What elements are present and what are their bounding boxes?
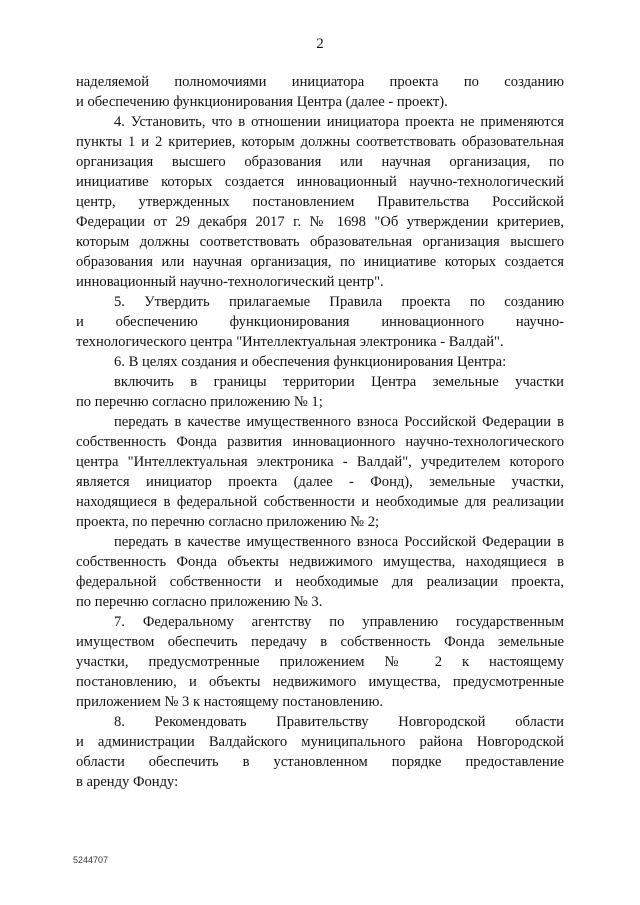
text-line: 7. Федеральному агентству по управлению государственным [114, 614, 564, 630]
text-line: собственность Фонда развития инновационного научно-технологического [76, 434, 564, 450]
text-line: по перечню согласно приложению № 3. [76, 594, 323, 610]
text-line: организация высшего образования или научная организация, по [76, 154, 564, 170]
text-line: по перечню согласно приложению № 1; [76, 394, 323, 410]
text-line: которым должны соответствовать образовательная организация высшего [76, 234, 564, 250]
text-line: 4. Установить, что в отношении инициатора проекта не применяются [114, 114, 564, 130]
text-line: инновационный научно-технологический центр". [76, 274, 384, 290]
text-line: является инициатор проекта (далее - Фонд), земельные участки, [76, 474, 564, 490]
text-line: и обеспечению функционирования инновационного научно- [76, 314, 564, 330]
text-line: 8. Рекомендовать Правительству Новгородской области [114, 714, 564, 730]
text-line: 5. Утвердить прилагаемые Правила проекта по созданию [114, 294, 564, 310]
text-line: постановлению, и объекты недвижимого имущества, предусмотренные [76, 674, 564, 690]
text-line: наделяемой полномочиями инициатора проекта по созданию [76, 74, 564, 90]
text-line: области обеспечить в установленном порядке предоставление [76, 754, 564, 770]
page-number: 2 [316, 36, 324, 52]
text-line: и обеспечению функционирования Центра (далее - проект). [76, 94, 448, 110]
text-line: и администрации Валдайского муниципального района Новгородской [76, 734, 564, 750]
text-line: передать в качестве имущественного взноса Российской Федерации в [114, 534, 564, 550]
text-line: проекта, по перечню согласно приложению № 2; [76, 514, 380, 530]
text-line: в аренду Фонду: [76, 774, 179, 790]
text-line: технологического центра "Интеллектуальная электроника - Валдай". [76, 334, 504, 350]
document-body [76, 72, 564, 792]
text-line: центр, утвержденных постановлением Правительства Российской [76, 194, 564, 210]
document-code: 5244707 [73, 855, 109, 865]
text-line: приложением № 3 к настоящему постановлению. [76, 694, 384, 710]
text-line: собственность Фонда объекты недвижимого имущества, находящиеся в [76, 554, 564, 570]
text-line: включить в границы территории Центра земельные участки [114, 374, 564, 390]
text-line: 6. В целях создания и обеспечения функционирования Центра: [114, 354, 507, 370]
text-line: образования или научная организация, по инициативе которых создается [76, 254, 564, 270]
text-line: имуществом обеспечить передачу в собственность Фонда земельные [76, 634, 564, 650]
text-line: находящиеся в федеральной собственности и необходимые для реализации [76, 494, 564, 510]
text-line: центра "Интеллектуальная электроника - Валдай", учредителем которого [76, 454, 564, 470]
text-line: Федерации от 29 декабря 2017 г. № 1698 "Об утверждении критериев, [76, 214, 564, 230]
text-line: пункты 1 и 2 критериев, которым должны соответствовать образовательная [76, 134, 564, 150]
text-line: инициативе которых создается инновационный научно-технологический [76, 174, 564, 190]
text-line: передать в качестве имущественного взноса Российской Федерации в [114, 414, 564, 430]
text-line: участки, предусмотренные приложением № 2 к настоящему [76, 654, 564, 670]
text-line: федеральной собственности и необходимые для реализации проекта, [76, 574, 564, 590]
